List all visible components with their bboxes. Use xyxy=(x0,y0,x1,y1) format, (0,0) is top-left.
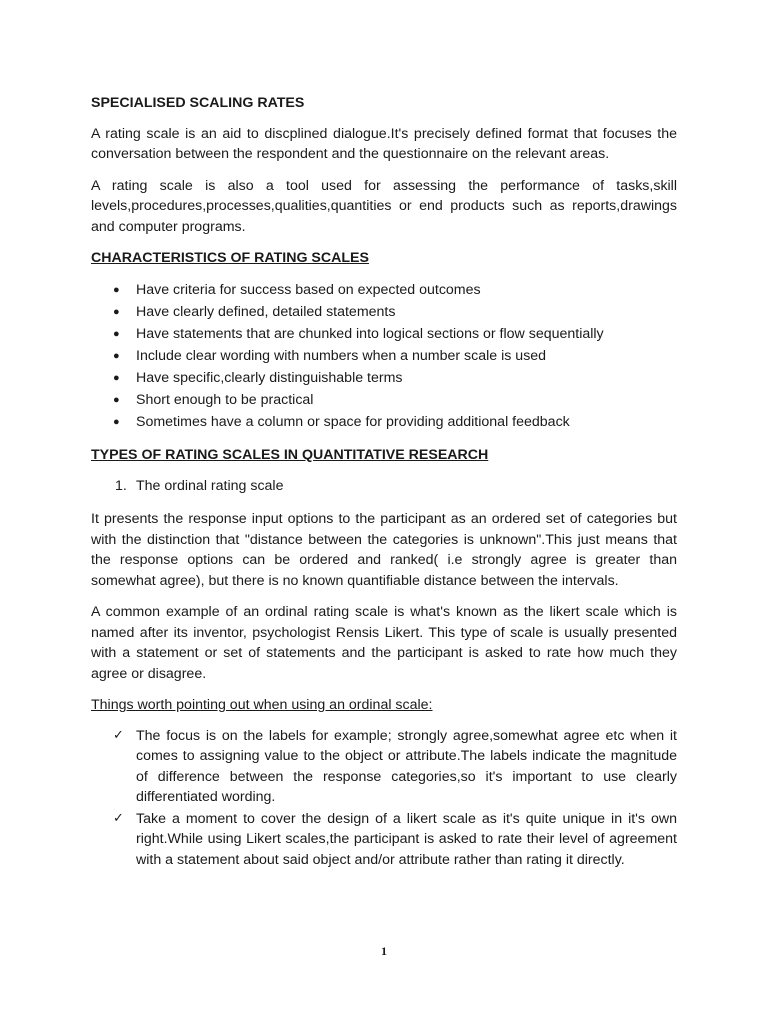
list-item xyxy=(91,279,677,301)
checkmark-icon: ✓ xyxy=(113,810,124,826)
item-number: 1. xyxy=(115,478,127,494)
ordinal-subheading: Things worth pointing out when using an ordinal scale: xyxy=(91,697,433,713)
numbered-item xyxy=(91,475,677,497)
check-item-text: The focus is on the labels for example; strongly agree,somewhat agree etc when it comes to assigning value to the object or attribute.The labels indicate the magnitude of difference between the response categories,so it's important to use clearly differentiated wording. xyxy=(136,727,677,805)
bullet-icon: ● xyxy=(113,327,120,340)
list-item-text: Sometimes have a column or space for providing additional feedback xyxy=(136,413,570,430)
check-list xyxy=(91,726,677,871)
list-item-text: Short enough to be practical xyxy=(136,391,314,408)
check-item xyxy=(91,726,677,808)
page-number: 1 xyxy=(381,944,387,958)
checkmark-icon: ✓ xyxy=(113,727,124,743)
numbered-item-text: The ordinal rating scale xyxy=(136,478,284,494)
list-item-text: Have criteria for success based on expected outcomes xyxy=(136,281,481,298)
list-item-text: Have clearly defined, detailed statements xyxy=(136,303,396,320)
bullet-icon: ● xyxy=(113,305,120,318)
list-item xyxy=(91,323,677,345)
list-item xyxy=(91,301,677,323)
list-item-text: Include clear wording with numbers when a number scale is used xyxy=(136,347,547,364)
bullet-icon: ● xyxy=(113,371,120,384)
intro-paragraph-2: A rating scale is also a tool used for assessing the performance of tasks,skill levels,procedures,processes,qualities,quantities or end products such as reports,drawings and computer programs. xyxy=(91,177,677,235)
list-item xyxy=(91,411,677,433)
list-item xyxy=(91,345,677,367)
list-item-text: Have specific,clearly distinguishable terms xyxy=(136,369,403,386)
types-numbered-list xyxy=(91,475,677,497)
bullet-icon: ● xyxy=(113,349,120,362)
types-heading: TYPES OF RATING SCALES IN QUANTITATIVE RESEARCH xyxy=(91,446,489,463)
characteristics-heading: CHARACTERISTICS OF RATING SCALES xyxy=(91,250,369,266)
document-title: SPECIALISED SCALING RATES xyxy=(91,95,305,111)
check-item-text: Take a moment to cover the design of a likert scale as it's quite unique in it's own right.While using Likert scales,the participant is asked to rate their level of agreement with a statement about said object and/or attribute rather than rating it directly. xyxy=(136,810,677,868)
intro-paragraph-1: A rating scale is an aid to discplined dialogue.It's precisely defined format that focuses the conversation between the respondent and the questionnaire on the relevant areas. xyxy=(91,125,677,162)
list-item-text: Have statements that are chunked into logical sections or flow sequentially xyxy=(136,325,604,342)
bullet-icon: ● xyxy=(113,415,120,428)
bullet-icon: ● xyxy=(113,393,120,406)
list-item xyxy=(91,367,677,389)
ordinal-paragraph-2: A common example of an ordinal rating scale is what's known as the likert scale which is named after its inventor, psychologist Rensis Likert. This type of scale is usually presented with a statement or set of statements and the participant is asked to rate how much they agree or disagree. xyxy=(91,604,677,682)
document-page xyxy=(91,93,677,871)
ordinal-paragraph-1: It presents the response input options to the participant as an ordered set of categories but with the distinction that "distance between the categories is unknown".This just means that the response options can be ordered and ranked( i.e strongly agree is greater than somewhat agree), but there is no known quantifiable distance between the intervals. xyxy=(91,511,677,589)
check-item xyxy=(91,809,677,871)
characteristics-list xyxy=(91,279,677,433)
bullet-icon: ● xyxy=(113,283,120,296)
list-item xyxy=(91,389,677,411)
